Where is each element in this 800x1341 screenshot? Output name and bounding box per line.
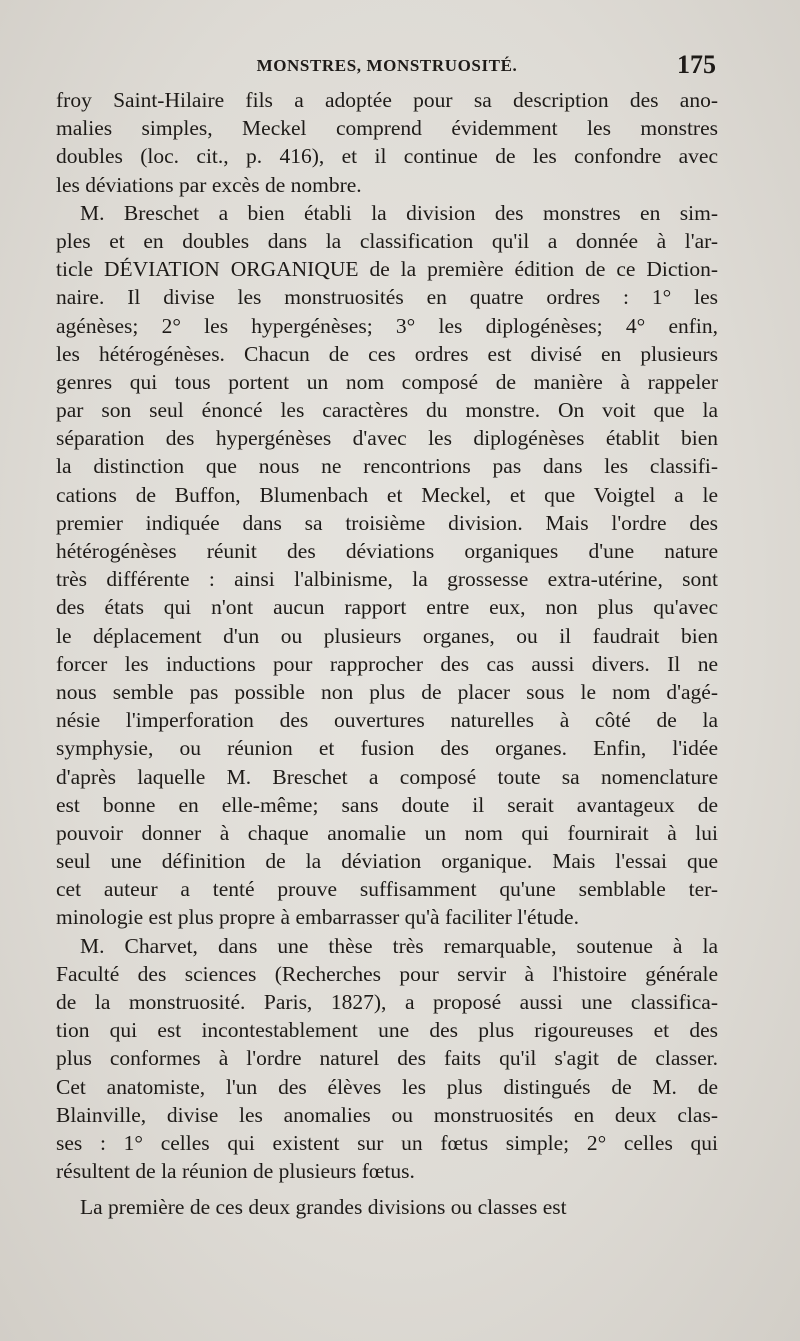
text-line: symphysie, ou réunion et fusion des organes. Enfin, l'idée xyxy=(56,736,718,761)
text-line: de la monstruosité. Paris, 1827), a proposé aussi une classifica- xyxy=(56,990,718,1014)
text-line: forcer les inductions pour rapprocher des cas aussi divers. Il ne xyxy=(56,651,718,676)
text-line: cet auteur a tenté prouve suffisamment qu'une semblable ter- xyxy=(56,877,718,902)
text-line: séparation des hypergénèses d'avec les diplogénèses établit bien xyxy=(56,426,718,451)
text-line: résultent de la réunion de plusieurs fœtus. xyxy=(56,1159,415,1184)
text-line: pouvoir donner à chaque anomalie un nom qui fournirait à lui xyxy=(56,820,718,845)
paragraph-gap xyxy=(56,1185,718,1193)
text-line: par son seul énoncé les caractères du monstre. On voit que la xyxy=(56,398,718,423)
text-line: Blainville, divise les anomalies ou monstruosités en deux clas- xyxy=(56,1102,718,1127)
text-line: hétérogénèses réunit des déviations organiques d'une nature xyxy=(56,539,718,563)
running-head xyxy=(56,50,718,86)
text-line: Cet anatomiste, l'un des élèves les plus distingués de M. de xyxy=(56,1074,718,1099)
text-line: La première de ces deux grandes divisions ou classes est xyxy=(80,1195,567,1220)
text-line: seul une définition de la déviation organique. Mais l'essai que xyxy=(56,849,718,874)
text-line: plus conformes à l'ordre naturel des faits qu'il s'agit de classer. xyxy=(56,1046,718,1071)
text-line: froy Saint-Hilaire fils a adoptée pour sa description des ano- xyxy=(56,88,718,112)
text-line: doubles (loc. cit., p. 416), et il continue de les confondre avec xyxy=(56,144,718,169)
text-line: nous semble pas possible non plus de placer sous le nom d'agé- xyxy=(56,679,718,704)
text-line: cations de Buffon, Blumenbach et Meckel, et que Voigtel a le xyxy=(56,482,718,507)
text-line: la distinction que nous ne rencontrions pas dans les classifi- xyxy=(56,454,718,479)
text-line: est bonne en elle-même; sans doute il serait avantageux de xyxy=(56,792,718,817)
text-line: naire. Il divise les monstruosités en quatre ordres : 1° les xyxy=(56,285,718,310)
text-line: d'après laquelle M. Breschet a composé toute sa nomenclature xyxy=(56,764,718,789)
text-line: nésie l'imperforation des ouvertures naturelles à côté de la xyxy=(56,708,718,733)
text-line: les hétérogénèses. Chacun de ces ordres est divisé en plusieurs xyxy=(56,341,718,366)
text-line: agénèses; 2° les hypergénèses; 3° les diplogénèses; 4° enfin, xyxy=(56,313,718,338)
text-line: les déviations par excès de nombre. xyxy=(56,172,362,197)
text-line: très différente : ainsi l'albinisme, la grossesse extra-utérine, sont xyxy=(56,567,718,592)
paragraph xyxy=(56,1193,718,1221)
paragraph xyxy=(56,86,718,199)
text-line: M. Breschet a bien établi la division des monstres en sim- xyxy=(80,200,718,225)
text-line: ples et en doubles dans la classification qu'il a donnée à l'ar- xyxy=(56,228,718,253)
running-title: MONSTRES, MONSTRUOSITÉ. xyxy=(256,56,518,75)
text-line: premier indiquée dans sa troisième division. Mais l'ordre des xyxy=(56,510,718,535)
text-line: M. Charvet, dans une thèse très remarquable, soutenue à la xyxy=(80,933,718,958)
text-line: tion qui est incontestablement une des plus rigoureuses et des xyxy=(56,1018,718,1043)
text-line: genres qui tous portent un nom composé de manière à rappeler xyxy=(56,369,718,394)
page-number: 175 xyxy=(677,50,716,79)
text-line: le déplacement d'un ou plusieurs organes, ou il faudrait bien xyxy=(56,623,718,648)
text-line: des états qui n'ont aucun rapport entre eux, non plus qu'avec xyxy=(56,595,718,620)
paragraph xyxy=(56,199,718,932)
text-line: minologie est plus propre à embarrasser qu'à faciliter l'étude. xyxy=(56,905,579,930)
paragraph xyxy=(56,932,718,1186)
text-line: Faculté des sciences (Recherches pour servir à l'histoire générale xyxy=(56,961,718,986)
text-line: ses : 1° celles qui existent sur un fœtus simple; 2° celles qui xyxy=(56,1130,718,1155)
text-body xyxy=(56,86,718,1222)
text-line: ticle DÉVIATION ORGANIQUE de la première édition de ce Diction- xyxy=(56,257,718,282)
text-line: malies simples, Meckel comprend évidemment les monstres xyxy=(56,116,718,141)
